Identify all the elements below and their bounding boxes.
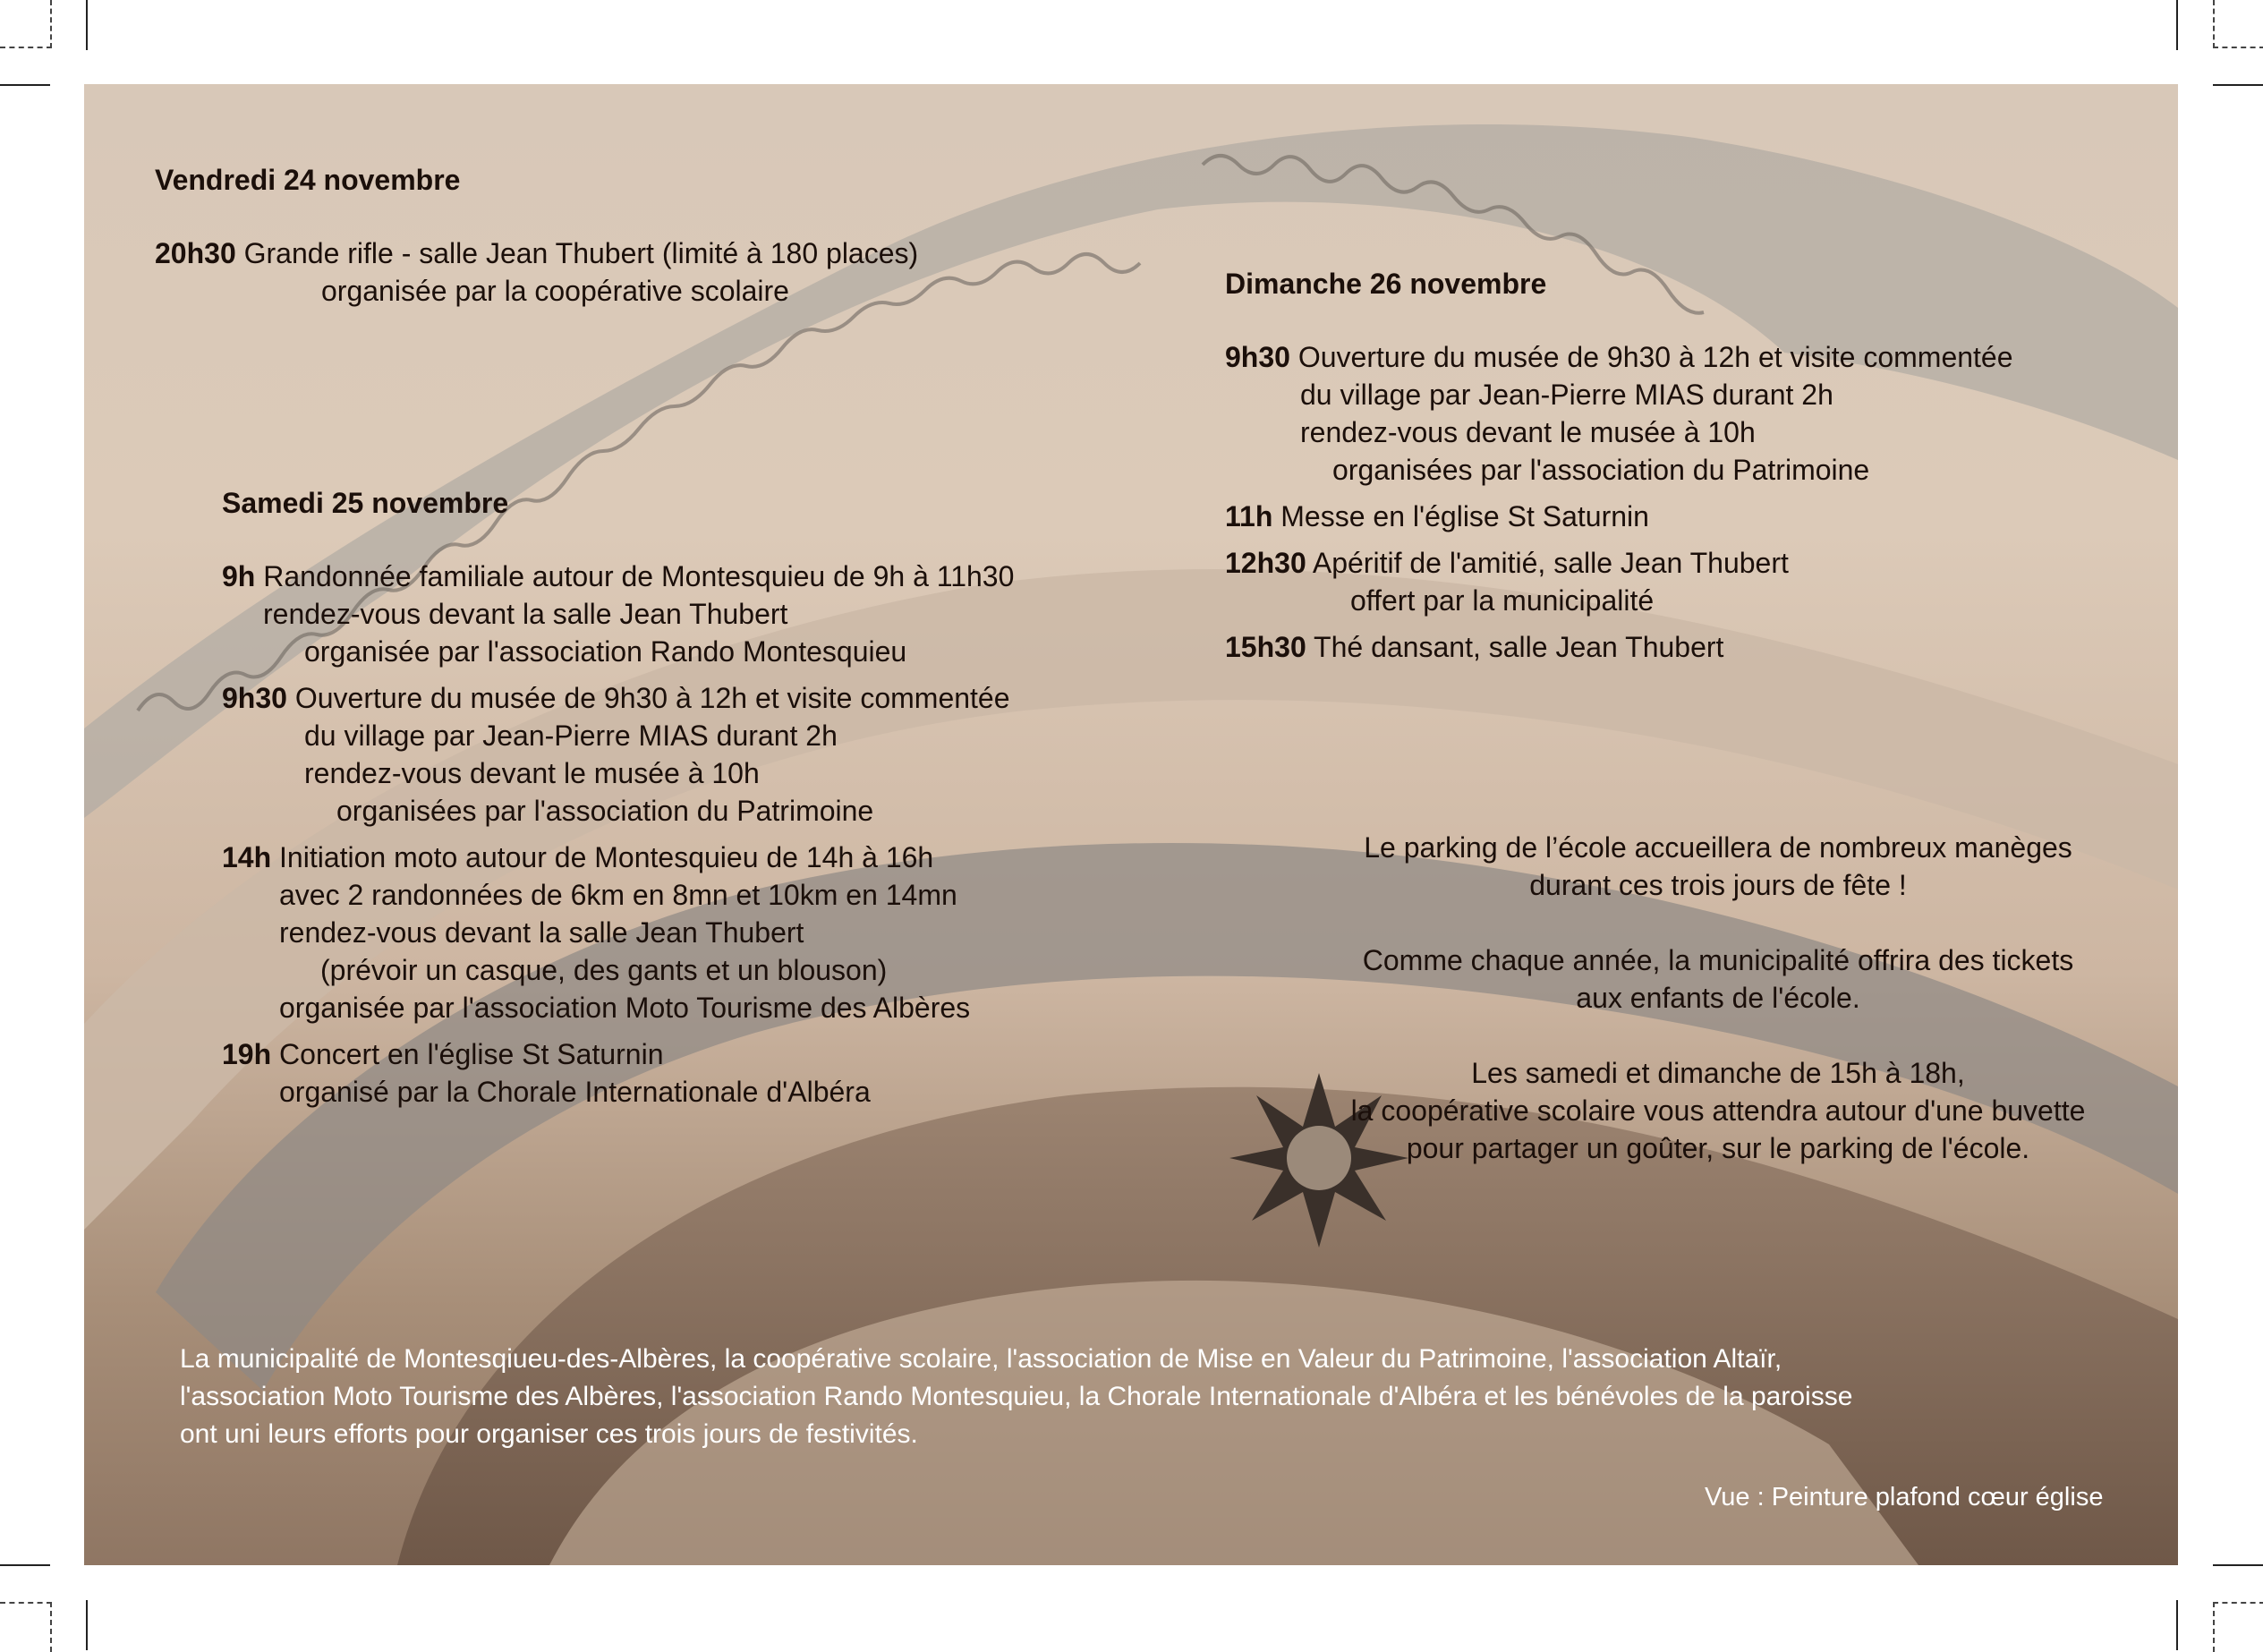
event-item	[1225, 498, 2013, 535]
event-text: Thé dansant, salle Jean Thubert	[1314, 631, 1724, 663]
event-time: 20h30	[155, 237, 236, 269]
crop-mark	[86, 1600, 88, 1650]
event-detail: organisée par l'association Moto Tourisme des Albères	[279, 992, 971, 1024]
info-line: aux enfants de l'école.	[1576, 982, 1860, 1014]
saturday-section	[222, 484, 1014, 1111]
event-detail: offert par la municipalité	[1350, 584, 1655, 617]
event-time: 12h30	[1225, 547, 1306, 579]
photo-caption: Vue : Peinture plafond cœur église	[1705, 1483, 2104, 1511]
crop-mark	[2213, 1564, 2263, 1566]
event-detail: organisé par la Chorale Internationale d'Albéra	[279, 1076, 871, 1108]
event-detail: du village par Jean-Pierre MIAS durant 2h	[304, 720, 838, 752]
event-text: Apéritif de l'amitié, salle Jean Thubert	[1312, 547, 1789, 579]
event-detail: rendez-vous devant le musée à 10h	[304, 757, 760, 789]
event-text: Randonnée familiale autour de Montesquieu de 9h à 11h30	[263, 560, 1015, 592]
friday-section	[155, 161, 918, 310]
crop-mark	[0, 1564, 50, 1566]
event-detail: organisées par l'association du Patrimoine	[336, 795, 874, 827]
event-item	[1225, 544, 2013, 582]
event-time: 9h	[222, 560, 256, 592]
event-item	[222, 1035, 1014, 1073]
crop-mark	[2213, 1602, 2263, 1652]
event-text: Grande rifle - salle Jean Thubert (limité à 180 places)	[243, 237, 919, 269]
event-text: Concert en l'église St Saturnin	[279, 1038, 664, 1070]
event-time: 15h30	[1225, 631, 1306, 663]
crop-mark	[0, 1602, 52, 1652]
event-item	[155, 234, 918, 272]
crop-mark	[2213, 0, 2263, 48]
event-item	[222, 679, 1014, 717]
event-text: Initiation moto autour de Montesquieu de 14h à 16h	[279, 841, 934, 873]
event-item	[222, 839, 1014, 876]
sunday-section	[1225, 265, 2013, 666]
info-line: Comme chaque année, la municipalité offrira des tickets	[1362, 944, 2074, 976]
event-time: 9h30	[1225, 341, 1290, 373]
info-line: pour partager un goûter, sur le parking de l'école.	[1406, 1132, 2030, 1164]
event-detail: (prévoir un casque, des gants et un blouson)	[320, 954, 888, 986]
info-line: la coopérative scolaire vous attendra autour d'une buvette	[1350, 1094, 2086, 1127]
crop-mark	[2176, 1600, 2178, 1650]
credits-line: l'association Moto Tourisme des Albères, l'association Rando Montesquieu, la Chorale Internationale d'Albéra et les bénévoles de la paroisse	[180, 1382, 1853, 1411]
info-section	[1315, 829, 2121, 1167]
event-detail: rendez-vous devant la salle Jean Thubert	[279, 916, 804, 949]
info-line: Le parking de l’école accueillera de nombreux manèges	[1364, 831, 2072, 864]
event-text: Ouverture du musée de 9h30 à 12h et visite commentée	[294, 682, 1010, 714]
event-detail: rendez-vous devant la salle Jean Thubert	[263, 598, 788, 630]
event-detail: du village par Jean-Pierre MIAS durant 2h	[1300, 379, 1833, 411]
event-detail: organisée par l'association Rando Montesquieu	[304, 635, 907, 668]
event-text: Messe en l'église St Saturnin	[1280, 500, 1649, 532]
sunday-title: Dimanche 26 novembre	[1225, 268, 1547, 300]
event-detail: organisée par la coopérative scolaire	[321, 275, 789, 307]
event-detail: organisées par l'association du Patrimoine	[1332, 454, 1870, 486]
info-line: durant ces trois jours de fête !	[1529, 869, 1907, 901]
credits	[180, 1341, 1852, 1453]
event-time: 9h30	[222, 682, 287, 714]
event-detail: avec 2 randonnées de 6km en 8mn et 10km en 14mn	[279, 879, 957, 911]
crop-mark	[0, 84, 50, 86]
saturday-title: Samedi 25 novembre	[222, 487, 509, 519]
crop-mark	[2213, 84, 2263, 86]
crop-mark	[2176, 0, 2178, 50]
event-item	[222, 558, 1014, 595]
crop-mark	[0, 0, 52, 48]
credits-line: La municipalité de Montesqiueu-des-Albères, la coopérative scolaire, l'association de Mise en Valeur du Patrimoine, l'association Altaïr,	[180, 1344, 1782, 1374]
event-detail: rendez-vous devant le musée à 10h	[1300, 416, 1756, 448]
info-line: Les samedi et dimanche de 15h à 18h,	[1471, 1057, 1965, 1089]
credits-line: ont uni leurs efforts pour organiser ces trois jours de festivités.	[180, 1419, 918, 1449]
event-time: 11h	[1225, 500, 1273, 532]
event-item	[1225, 338, 2013, 376]
event-time: 19h	[222, 1038, 272, 1070]
event-item	[1225, 628, 2013, 666]
friday-title: Vendredi 24 novembre	[155, 164, 461, 196]
crop-mark	[86, 0, 88, 50]
event-text: Ouverture du musée de 9h30 à 12h et visite commentée	[1297, 341, 2013, 373]
event-time: 14h	[222, 841, 272, 873]
